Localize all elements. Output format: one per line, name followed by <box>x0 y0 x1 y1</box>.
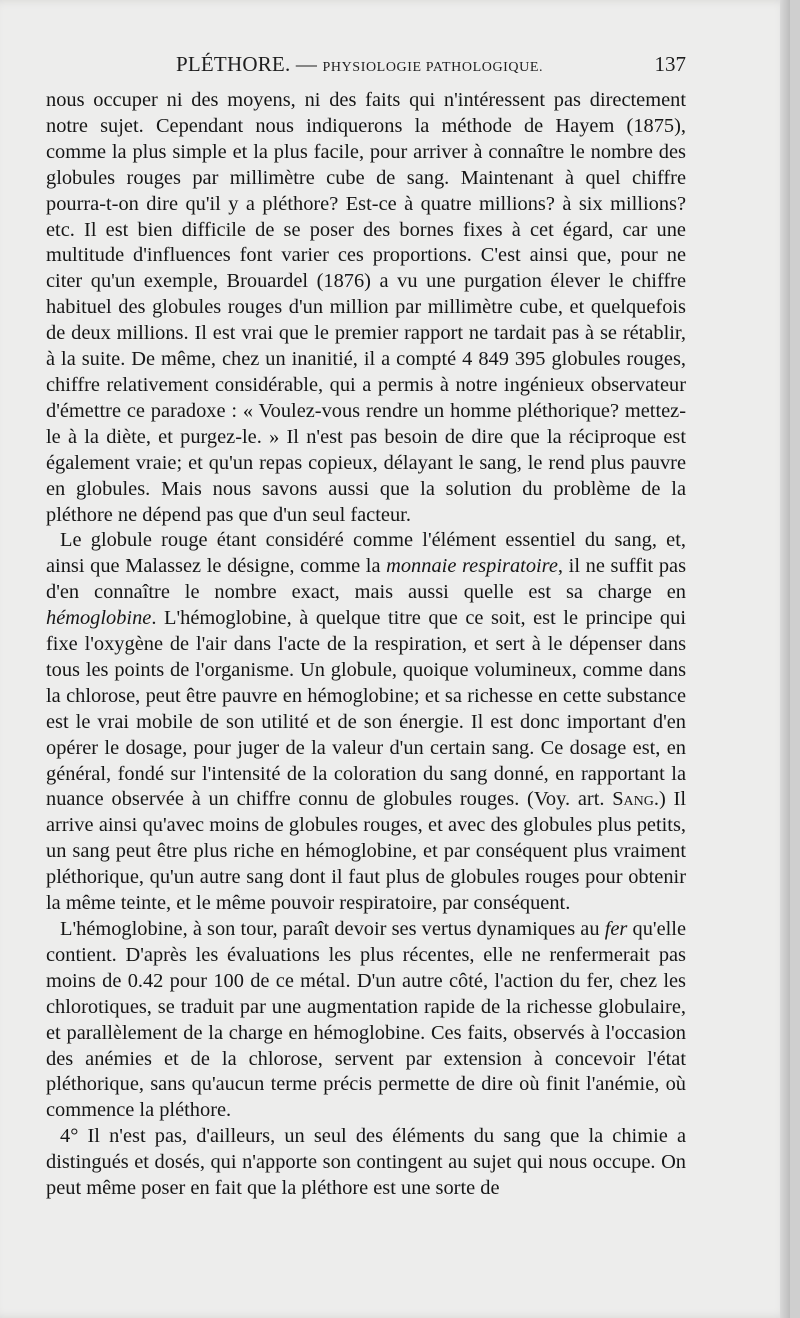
paragraph-2-text-d: .) Il arrive ainsi qu'avec moins de globules rouges, et avec des globules plus petits, un sang peut être plus riche en hémoglobine, et par conséquent plus vraiment pléthorique, qu'un autre sang dont il faut plus de globules rouges pour obtenir la même teinte, et le même pouvoir respiratoire, par conséquent. <box>46 788 686 915</box>
paragraph-2-text-a: Le globule rouge étant considéré comme l'élément essentiel du sang, et, ainsi que Malassez le désigne, comme la <box>46 529 686 578</box>
page-edge-shadow <box>780 0 790 1318</box>
body-text <box>46 88 686 1202</box>
paragraph-2-text-b: , il ne suffit pas d'en connaître le nombre exact, mais aussi quelle est sa charge en <box>46 555 687 604</box>
paragraph-4 <box>46 1124 686 1202</box>
paragraph-3 <box>46 917 686 1124</box>
paragraph-1-text: nous occuper ni des moyens, ni des faits qui n'intéressent pas directement notre sujet. Cependant nous indiquerons la méthode de Hayem (1875), comme la plus simple et la plus facile, pour arriver à connaître le nombre des globules rouges par millimètre cube de sang. Maintenant à quel chiffre pourra-t-on dire qu'il y a pléthore? Est-ce à quatre millions? à six millions? etc. Il est bien difficile de se poser des bornes fixes à cet égard, car une multitude d'influences font varier ces proportions. C'est ainsi que, pour ne citer qu'un exemple, Brouardel (1876) a vu une purgation élever le chiffre habituel des globules rouges d'un million par millimètre cube, et quelquefois de deux millions. Il est vrai que le premier rapport ne tardait pas à se rétablir, à la suite. De même, chez un inanitié, il a compté 4 849 395 globules rouges, chiffre relativement considérable, qui a permis à notre ingénieux observateur d'émettre ce paradoxe : « Voulez-vous rendre un homme pléthorique? mettez-le à la diète, et purgez-le. » Il n'est pas besoin de dire que la réciproque est également vraie; et qu'un repas copieux, délayant le sang, le rend plus pauvre en globules. Mais nous savons aussi que la solution du problème de la pléthore ne dépend pas que d'un seul facteur. <box>46 89 686 526</box>
running-header <box>46 50 686 84</box>
paragraph-4-text: 4° Il n'est pas, d'ailleurs, un seul des éléments du sang que la chimie a distingués et dosés, qui n'apporte son contingent au sujet qui nous occupe. On peut même poser en fait que la pléthore est une sorte de <box>46 1125 686 1200</box>
italic-hemoglobine: hémoglobine <box>46 607 152 630</box>
header-subtitle: PHYSIOLOGIE PATHOLOGIQUE. <box>322 60 544 75</box>
italic-fer: fer <box>604 918 628 940</box>
header-separator: . — <box>284 52 323 76</box>
italic-monnaie-respiratoire: monnaie respiratoire <box>386 555 558 578</box>
running-title <box>176 52 543 77</box>
paragraph-1 <box>46 88 686 528</box>
paragraph-3-text-b: qu'elle contient. D'après les évaluations les plus récentes, elle ne renfermerait pas moins de 0.42 pour 100 de ce métal. D'un autre côté, l'action du fer, chez les chlorotiques, se traduit par une augmentation rapide de la richesse globulaire, et parallèlement de la charge en hémoglobine. Ces faits, observés à l'occasion des anémies et de la chlorose, servent par extension à concevoir l'état pléthorique, sans qu'aucun terme précis permette de dire où finit l'anémie, où commence la pléthore. <box>46 918 687 1122</box>
header-title: PLÉTHORE <box>176 52 285 76</box>
paragraph-2-text-c: . L'hémoglobine, à quelque titre que ce soit, est le principe qui fixe l'oxygène de l'air dans l'acte de la respiration, et sert à le dépenser dans tous les points de l'organisme. Un globule, quoique volumineux, comme dans la chlorose, peut être pauvre en hémoglobine; et sa richesse en cette substance est le vrai mobile de son utilité et de son énergie. Il est donc important d'en opérer le dosage, pour juger de la valeur d'un certain sang. Ce dosage est, en général, fondé sur l'intensité de la coloration du sang donné, en rapportant la nuance observée à un chiffre connu de globules rouges. (Voy. art. <box>46 607 686 811</box>
paragraph-3-text-a: L'hémoglobine, à son tour, paraît devoir ses vertus dynamiques au <box>60 918 605 940</box>
smallcaps-sang: Sang <box>612 788 654 811</box>
page-number: 137 <box>654 52 686 76</box>
paragraph-2 <box>46 528 686 917</box>
